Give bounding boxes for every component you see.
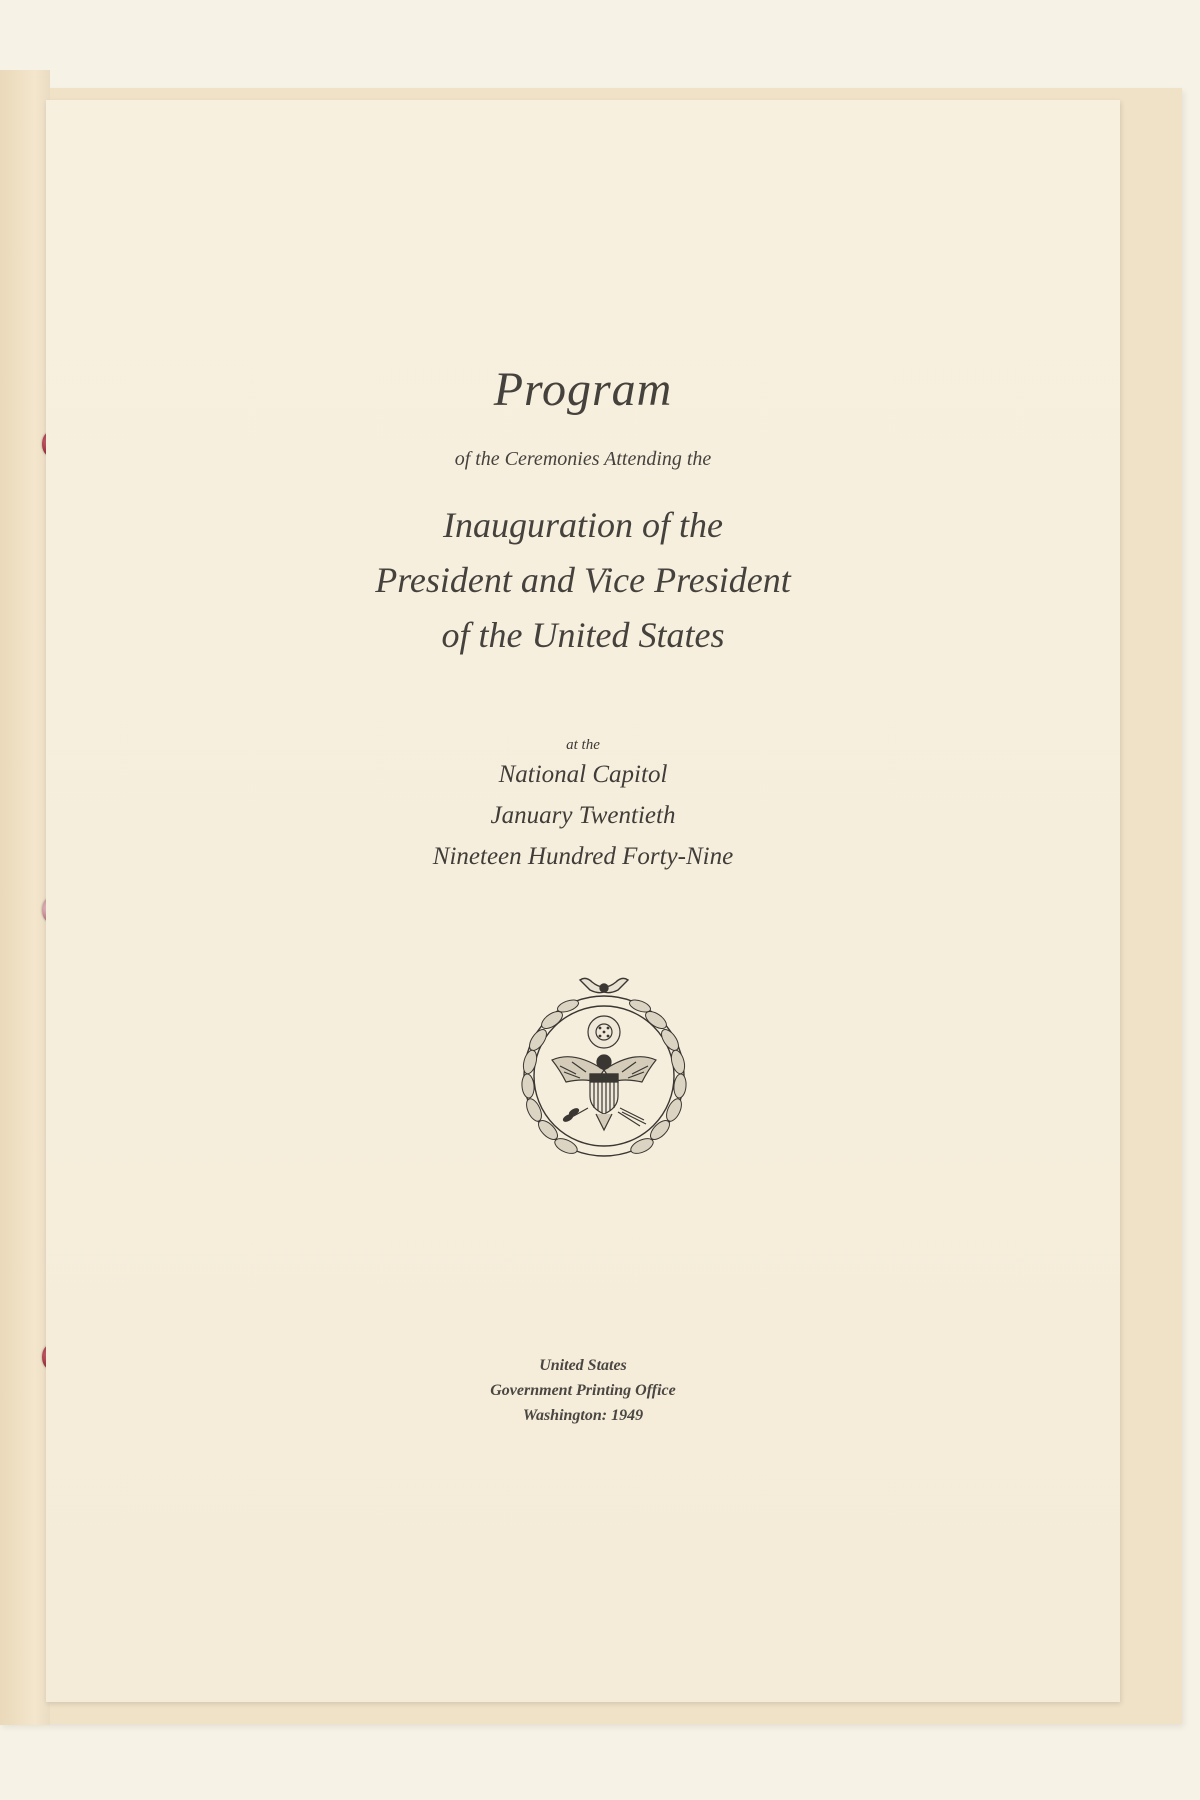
event-date: January Twentieth <box>490 802 676 829</box>
page-subtitle: of the Ceremonies Attending the <box>454 448 712 470</box>
great-seal-wreath-icon <box>504 970 704 1170</box>
imprint-line-2: Government Printing Office <box>490 1382 676 1399</box>
imprint-line-1: United States <box>539 1357 627 1374</box>
heading-line-3: of the United States <box>441 615 725 655</box>
location-place: National Capitol <box>498 761 668 788</box>
event-year: Nineteen Hundred Forty-Nine <box>432 843 734 870</box>
imprint-line-3: Washington: 1949 <box>522 1407 644 1424</box>
booklet-spine <box>0 70 50 1725</box>
page-title: Program <box>493 363 673 416</box>
heading-line-1: Inauguration of the <box>443 505 723 545</box>
location-preposition: at the <box>566 737 600 753</box>
title-page <box>46 100 1120 1702</box>
heading-line-2: President and Vice President <box>375 560 791 600</box>
